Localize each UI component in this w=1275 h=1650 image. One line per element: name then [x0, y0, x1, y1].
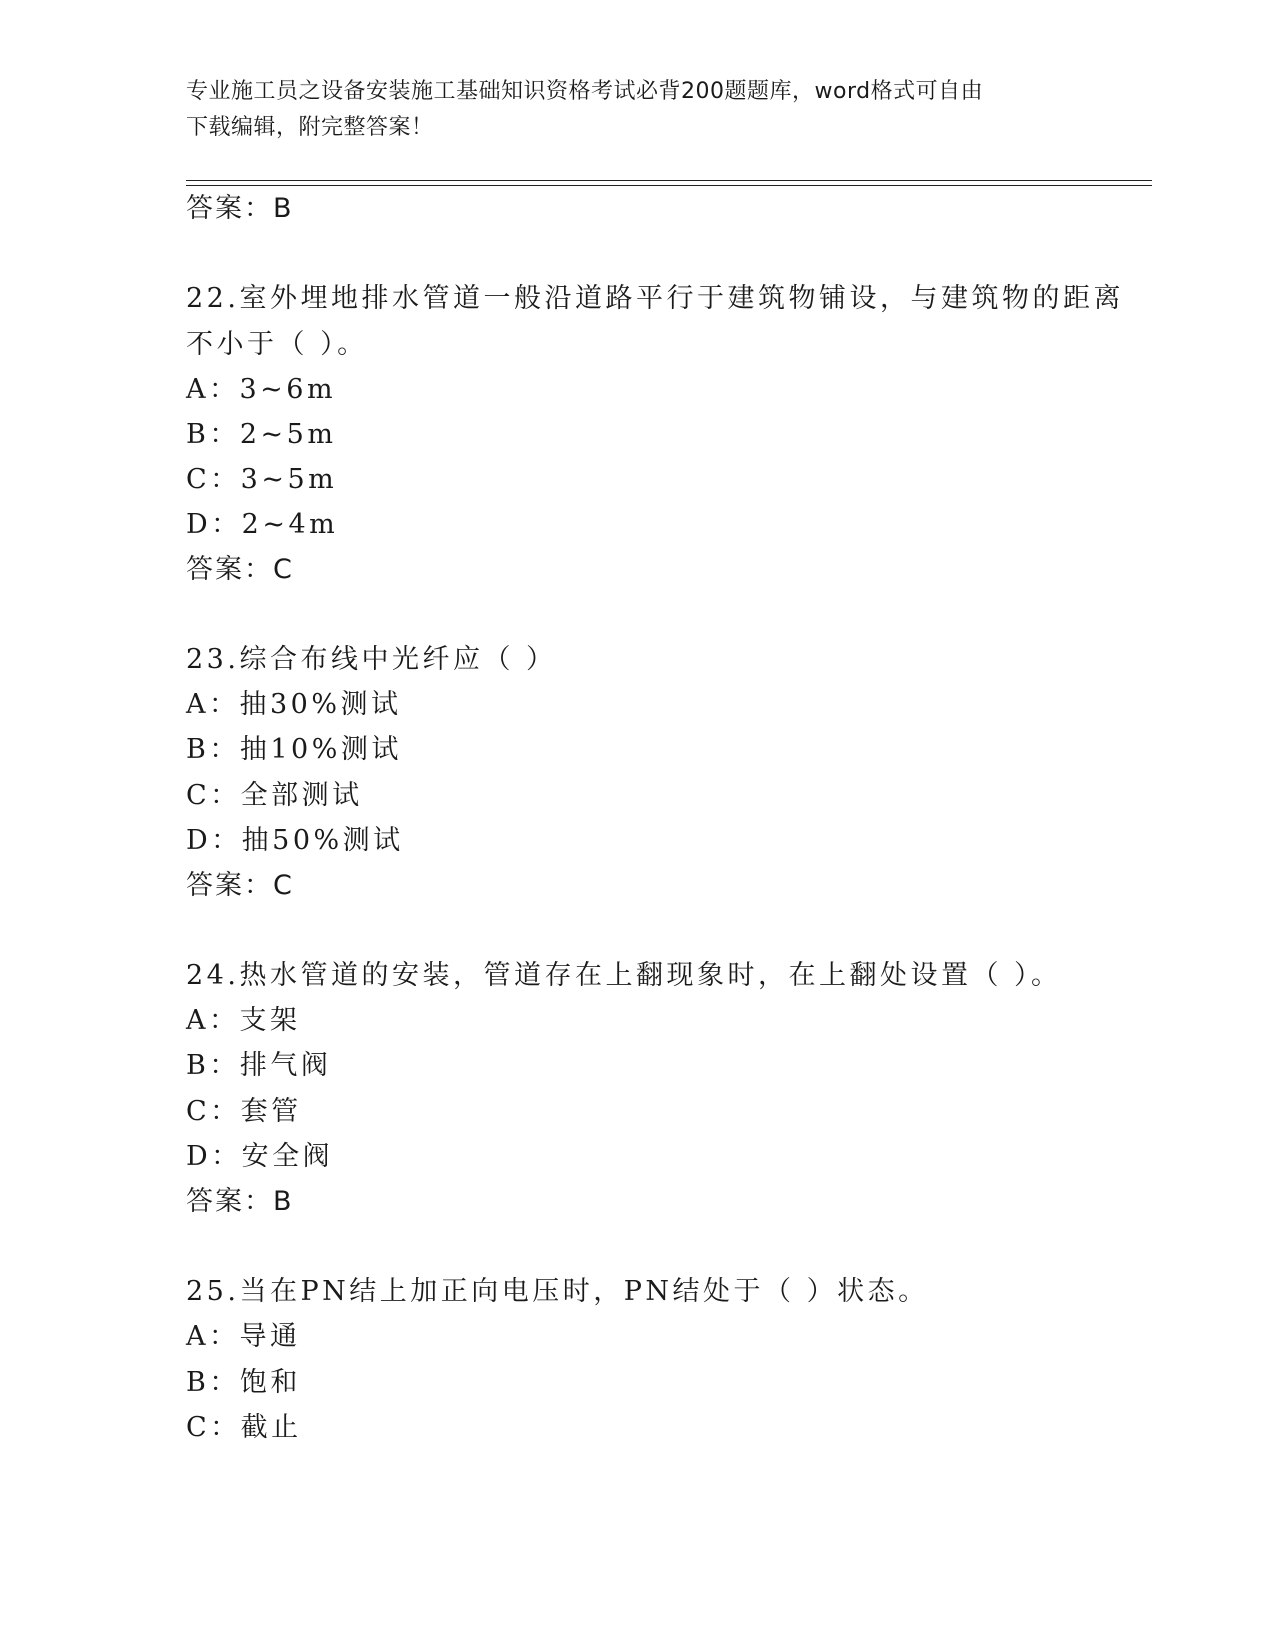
- question-23-option-b: B：抽10%测试: [186, 734, 402, 765]
- question-25-option-b: B：饱和: [186, 1367, 301, 1398]
- question-24-option-d: D：安全阀: [186, 1141, 334, 1172]
- question-24-stem: 24.热水管道的安装，管道存在上翻现象时，在上翻处设置（ ）。: [186, 960, 1062, 991]
- question-23-option-d: D：抽50%测试: [186, 825, 404, 856]
- header-line-2: 下载编辑，附完整答案！: [186, 115, 434, 140]
- question-22-option-c: C：3~5m: [186, 464, 338, 495]
- question-24-answer: 答案：B: [186, 1186, 294, 1217]
- question-24-option-c: C：套管: [186, 1096, 302, 1127]
- question-22-option-b: B：2~5m: [186, 419, 337, 450]
- document-header: [186, 74, 1086, 146]
- header-divider-bottom: [186, 185, 1152, 186]
- question-24-option-b: B：排气阀: [186, 1050, 332, 1081]
- header-divider-top: [186, 180, 1152, 181]
- question-22-stem-line-1: 22.室外埋地排水管道一般沿道路平行于建筑物铺设，与建筑物的距离: [186, 283, 1124, 314]
- question-23-option-a: A：抽30%测试: [186, 689, 402, 720]
- previous-answer: 答案：B: [186, 193, 294, 224]
- question-25-stem: 25.当在PN结上加正向电压时，PN结处于（ ）状态。: [186, 1276, 929, 1307]
- question-25-option-a: A：导通: [186, 1321, 301, 1352]
- question-22-stem-line-2: 不小于（ ）。: [186, 329, 368, 360]
- question-24-option-a: A：支架: [186, 1005, 301, 1036]
- question-22-option-a: A：3~6m: [186, 374, 337, 405]
- question-23-option-c: C：全部测试: [186, 780, 363, 811]
- question-25-option-c: C：截止: [186, 1412, 302, 1443]
- question-23-answer: 答案：C: [186, 870, 294, 901]
- header-line-1: 专业施工员之设备安装施工基础知识资格考试必背200题题库，word格式可自由: [186, 79, 984, 104]
- question-22-option-d: D：2~4m: [186, 509, 339, 540]
- question-22-answer: 答案：C: [186, 554, 294, 585]
- question-23-stem: 23.综合布线中光纤应（ ）: [186, 644, 557, 675]
